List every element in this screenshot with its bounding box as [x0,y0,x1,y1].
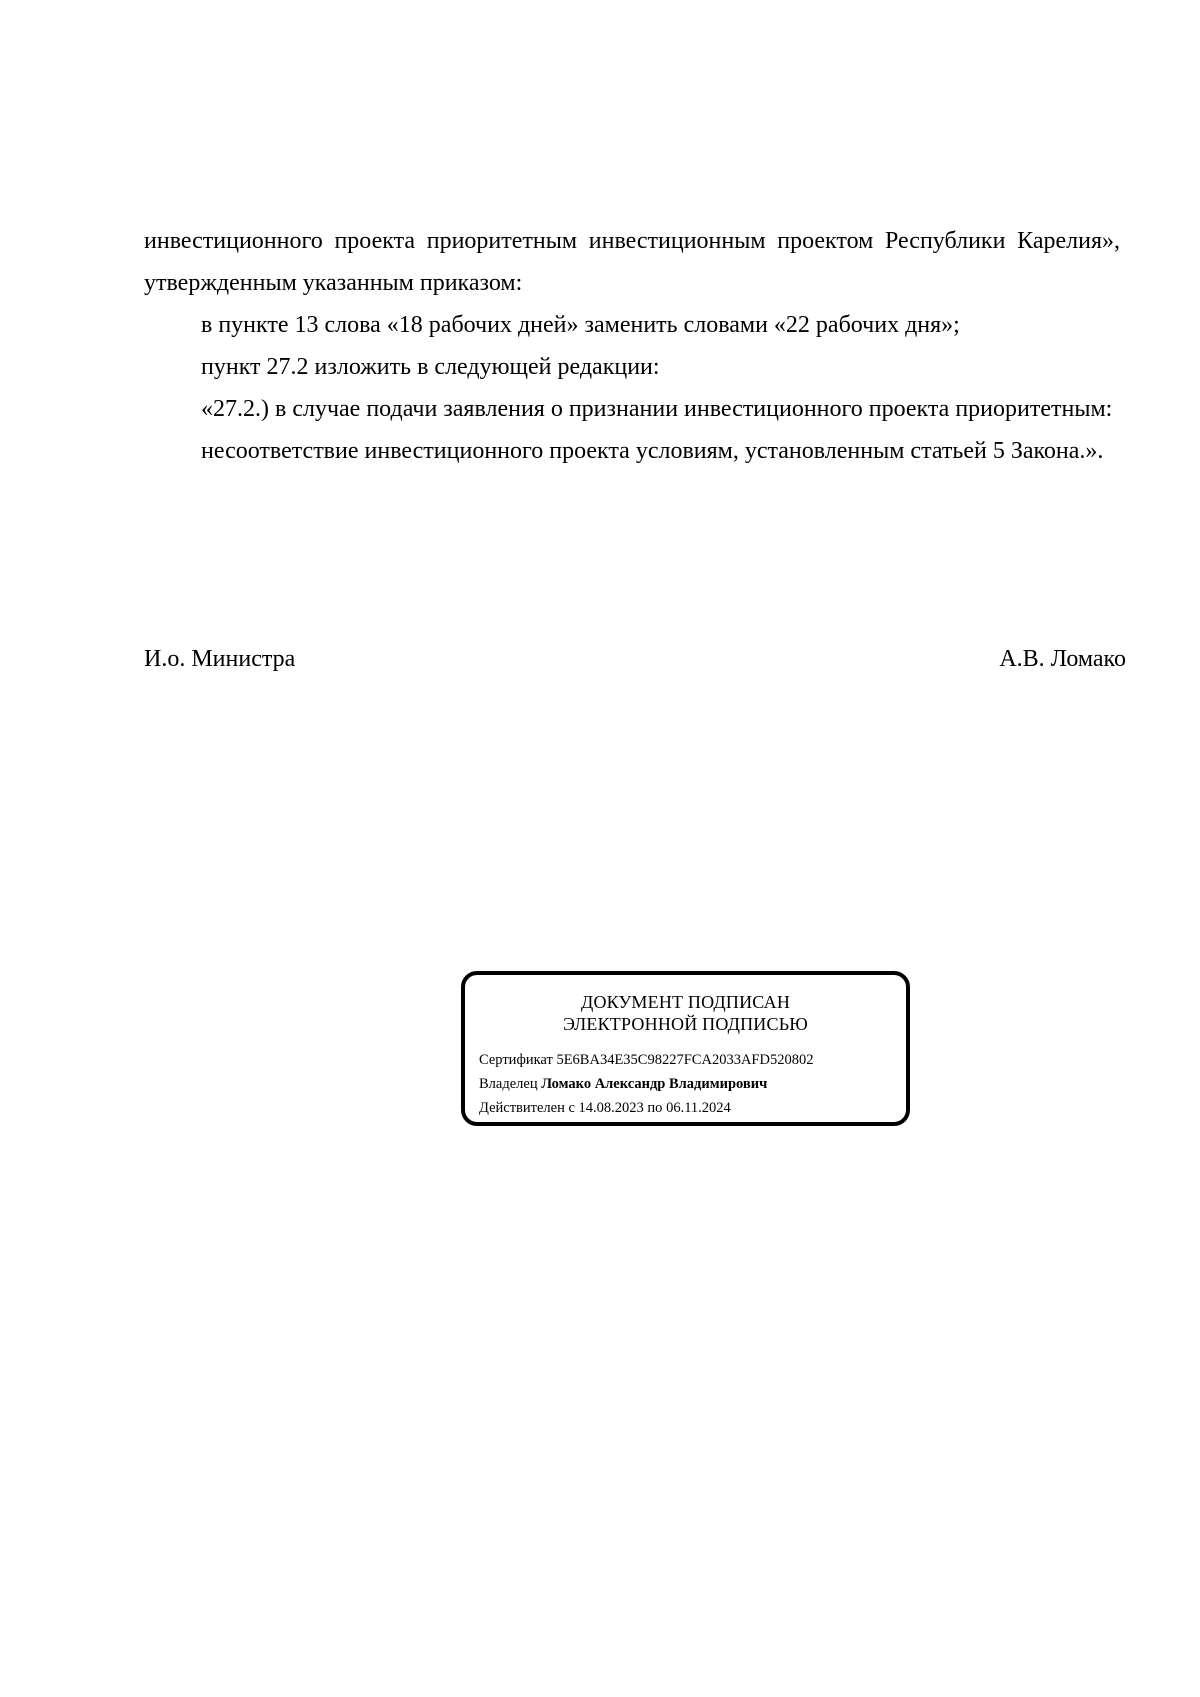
document-body [144,220,1120,472]
valid-label: Действителен с [479,1100,575,1116]
owner-label: Владелец [479,1076,538,1092]
signature-block [144,642,1126,676]
signatory-name: А.В. Ломако [999,646,1126,672]
certificate-label: Сертификат [479,1052,553,1068]
valid-to-label: по [647,1100,663,1116]
paragraph-item-27-2-intro: пункт 27.2 изложить в следующей редакции: [201,354,660,380]
stamp-details [465,1048,906,1120]
stamp-certificate-line [479,1048,906,1072]
owner-value: Ломако Александр Владимирович [541,1076,768,1092]
electronic-signature-stamp [461,971,910,1126]
valid-from: 14.08.2023 [578,1100,644,1116]
signatory-position: И.о. Министра [144,646,296,672]
paragraph-continuation: инвестиционного проекта приоритетным инвестиционным проектом Республики Карелия», утвержденным указанным приказом: [144,228,1120,296]
paragraph-item-nonconformity: несоответствие инвестиционного проекта условиям, установленным статьей 5 Закона.». [201,438,1104,464]
valid-to: 06.11.2024 [666,1100,731,1116]
certificate-value: 5E6BA34E35C98227FCA2033AFD520802 [556,1052,814,1068]
stamp-title [465,991,906,1035]
stamp-owner-line [479,1072,906,1096]
stamp-title-line-2: ЭЛЕКТРОННОЙ ПОДПИСЬЮ [563,1014,808,1034]
paragraph-item-13: в пункте 13 слова «18 рабочих дней» заменить словами «22 рабочих дня»; [201,312,960,338]
stamp-validity-line [479,1096,906,1120]
stamp-title-line-1: ДОКУМЕНТ ПОДПИСАН [580,992,791,1012]
paragraph-item-27-2-text: «27.2.) в случае подачи заявления о признании инвестиционного проекта приоритетным: [201,396,1113,422]
